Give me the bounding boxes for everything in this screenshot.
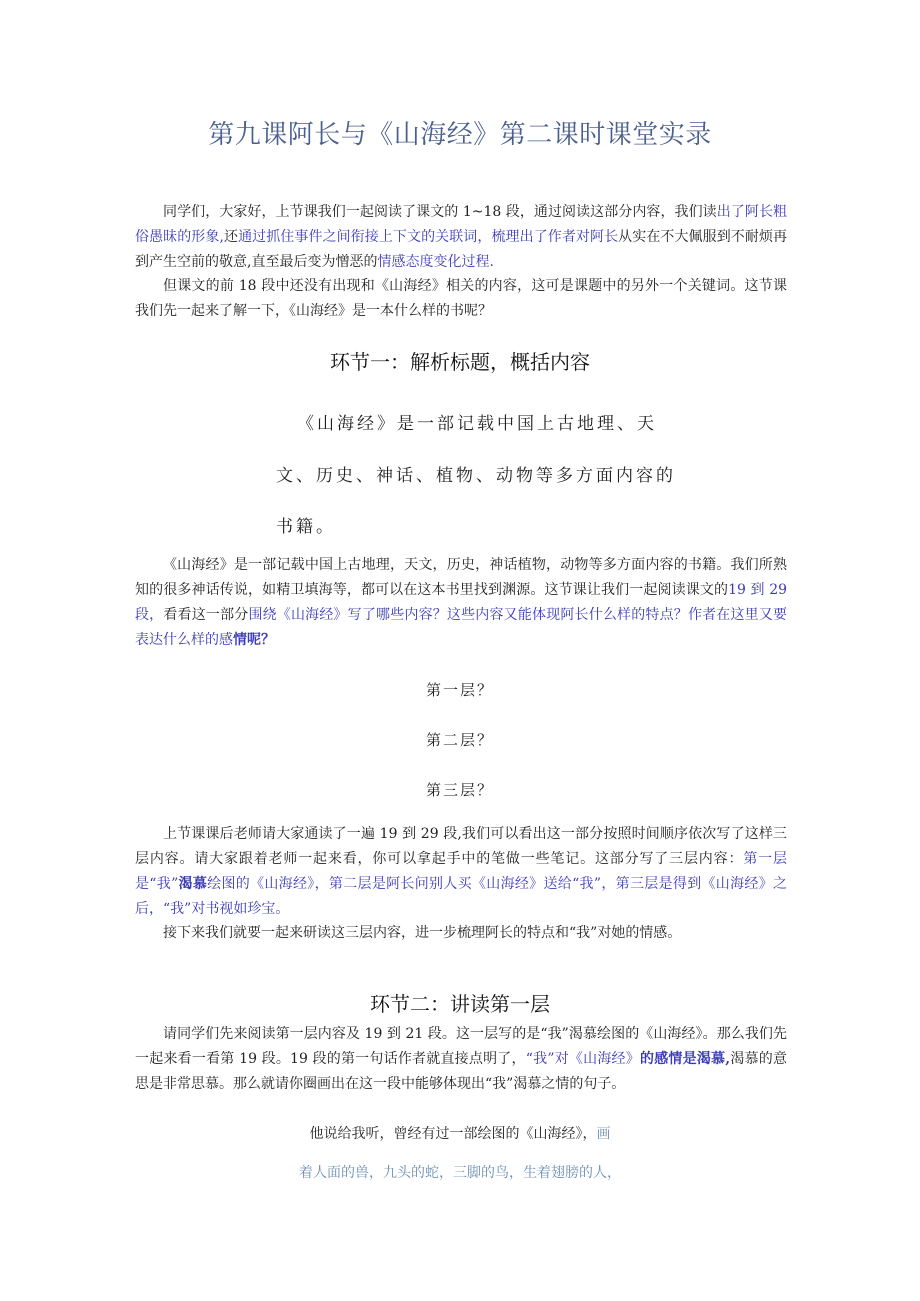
callout-line-1: 《山海经》是一部记载中国上古地理、天 (297, 414, 657, 434)
book-intro-c: 看看这一部分 (163, 607, 249, 623)
book-intro-b: 19 到 29 段， (135, 582, 788, 623)
book-intro-e: 情呢？ (233, 632, 275, 648)
question-paragraph: 但课文的前 18 段中还没有出现和《山海经》相关的内容，这可是课题中的另外一个关键词。这节课我们先一起来了解一下，《山海经》是一本什么样的书呢？ (135, 278, 787, 319)
section-heading-2: 环节二：讲读第一层 (370, 992, 550, 1016)
layers-text-d: 绘图的《山海经》，第二层是阿长问别人买《山海经》送给“我”，第三层是得到《山海经》之后，“我”对书视如珍宝。 (135, 876, 787, 917)
callout-line-2: 文、历史、神话、植物、动物等多方面内容的 (276, 466, 676, 486)
layer-1: 第一层？ (425, 681, 494, 699)
first-layer-c: 的感情是渴慕, (639, 1051, 731, 1067)
quote-line-1 (0, 1123, 920, 1143)
intro-text-d: 通过抓住事件之间衔接上下文的关联词， (238, 229, 492, 245)
first-layer-a: 请同学们先来阅读第一层内容及 19 到 21 段。这一层写的是“我”渴慕绘图的《山海经》。那么我们先一起来看一看第 19 段。19 段的第一句话作者就直接点明了， (135, 1026, 787, 1067)
intro-text-g: 情感态度变化过程. (377, 254, 494, 270)
intro-paragraph (135, 200, 787, 275)
layer-3: 第三层？ (425, 781, 494, 799)
book-intro-a: 《山海经》是一部记载中国上古地理，天文，历史，神话植物，动物等多方面内容的书籍。我们所熟知的很多神话传说，如精卫填海等，都可以在这本书里找到渊源。这节课让我们一起阅读课文的 (135, 557, 787, 598)
layer-2: 第二层？ (425, 731, 494, 749)
callout-line-3: 书籍。 (276, 517, 336, 537)
intro-text-b: 出了阿长粗俗愚昧的形象, (135, 204, 788, 245)
layers-paragraph (135, 822, 787, 922)
quote-line-1-tail: 画 (596, 1126, 611, 1142)
intro-text-e: 梳理出了作者对阿长 (491, 229, 619, 245)
intro-text-c: 还 (223, 229, 239, 245)
page-title: 第九课阿长与《山海经》第二课时课堂实录 (208, 120, 712, 150)
layers-text-c: 渴慕 (178, 876, 208, 892)
first-layer-b: “我”对《山海经》 (525, 1051, 640, 1067)
first-layer-d: 渴慕的意思是非常思慕。那么就请你圈画出在这一段中能够体现出“我”渴慕之情的句子。 (135, 1051, 787, 1092)
book-intro-d: 围绕《山海经》写了哪些内容？这些内容又能体现阿长什么样的特点？作者在这里又要表达什么样的感 (135, 607, 788, 648)
intro-text-f: 从实在不大佩服到不耐烦再到产生空前的敬意,直至最后变为憎恶的 (135, 229, 788, 270)
layers-text-a: 上节课课后老师请大家通读了一遍 19 到 29 段,我们可以看出这一部分按照时间顺序依次写了这样三层内容。请大家跟着老师一起来看，你可以拿起手中的笔做一些笔记。这部分写了三层内容： (135, 826, 787, 867)
next-step-paragraph: 接下来我们就要一起来研读这三层内容，进一步梳理阿长的特点和“我”对她的情感。 (163, 925, 682, 941)
intro-text-a: 同学们，大家好，上节课我们一起阅读了课文的 1~18 段，通过阅读这部分内容，我们读 (163, 204, 717, 220)
layers-text-b: 第一层是“我” (135, 851, 788, 892)
section-heading-1: 环节一：解析标题，概括内容 (330, 350, 590, 374)
quote-line-1-text: 他说给我听，曾经有过一部绘图的《山海经》， (309, 1126, 597, 1142)
book-intro-paragraph (135, 553, 787, 653)
first-layer-paragraph (135, 1022, 787, 1097)
quote-line-2: 着人面的兽，九头的蛇，三脚的鸟，生着翅膀的人， (299, 1165, 621, 1181)
